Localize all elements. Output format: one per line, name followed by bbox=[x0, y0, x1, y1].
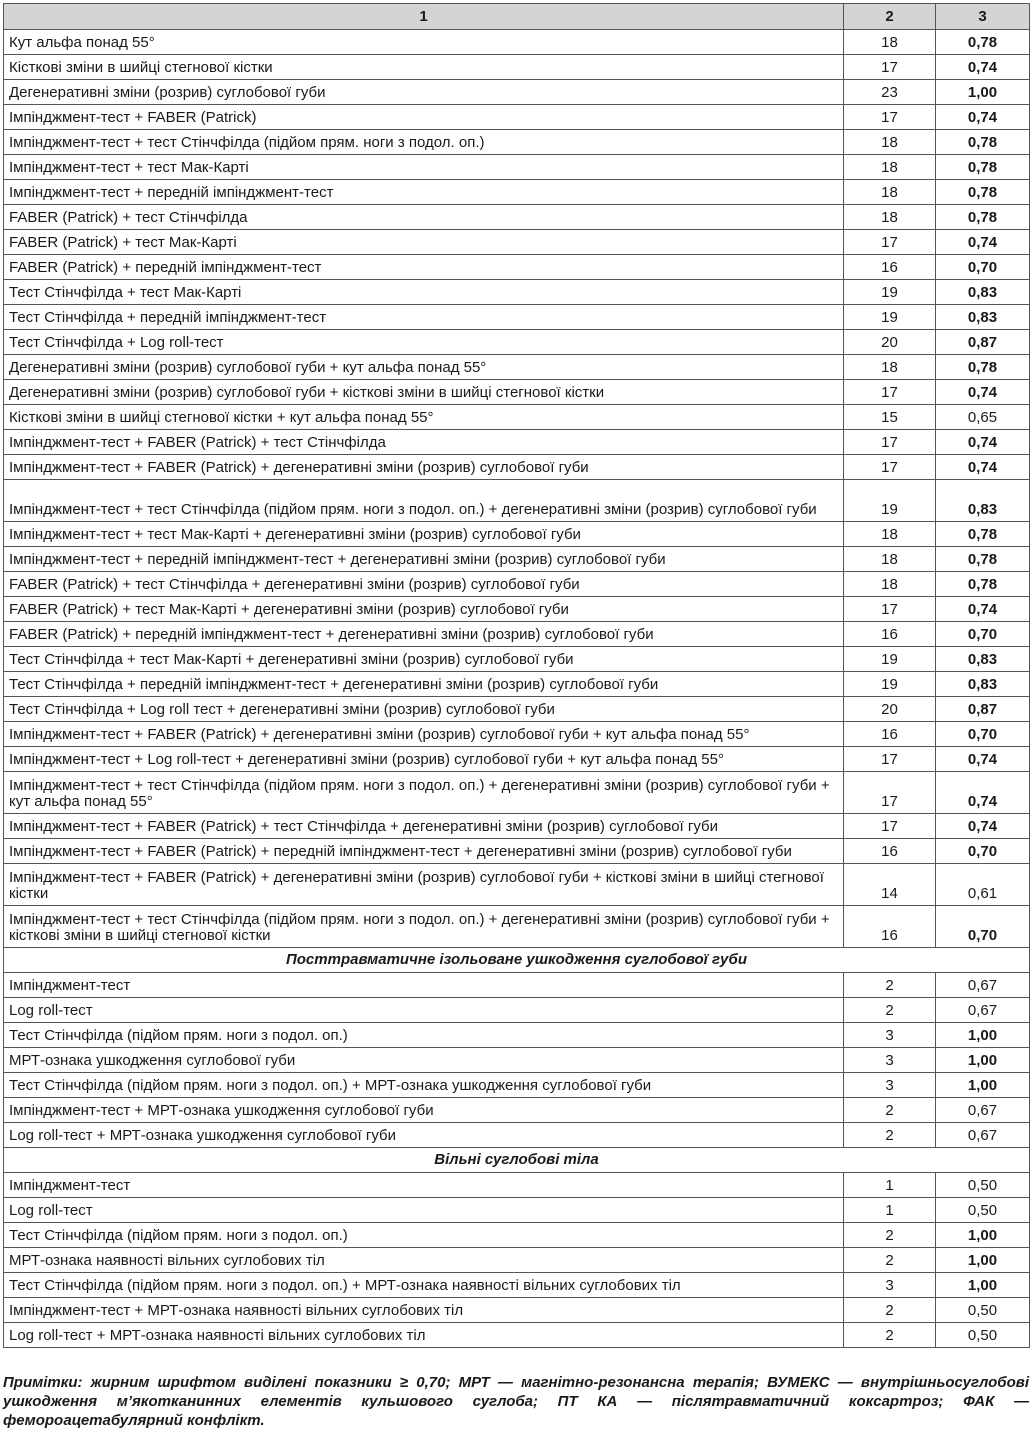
indicator-cell: Імпінджмент-тест + FABER (Patrick) + тест Стінчфілда bbox=[4, 430, 844, 455]
table-row bbox=[4, 1048, 1030, 1073]
table-row bbox=[4, 305, 1030, 330]
value-cell: 0,67 bbox=[936, 998, 1030, 1023]
table-header-row bbox=[4, 4, 1030, 30]
indicator-cell: Тест Стінчфілда (підйом прям. ноги з подол. оп.) bbox=[4, 1023, 844, 1048]
count-cell: 17 bbox=[844, 230, 936, 255]
table-row bbox=[4, 480, 1030, 522]
table-body bbox=[4, 30, 1030, 1348]
value-cell: 0,78 bbox=[936, 155, 1030, 180]
table-row bbox=[4, 130, 1030, 155]
value-cell: 0,74 bbox=[936, 380, 1030, 405]
table-row bbox=[4, 1098, 1030, 1123]
value-cell: 0,83 bbox=[936, 672, 1030, 697]
value-cell: 1,00 bbox=[936, 1248, 1030, 1273]
indicator-cell: FABER (Patrick) + тест Стінчфілда bbox=[4, 205, 844, 230]
count-cell: 16 bbox=[844, 839, 936, 864]
table-row bbox=[4, 814, 1030, 839]
section-header-row bbox=[4, 948, 1030, 973]
table-row bbox=[4, 430, 1030, 455]
value-cell: 1,00 bbox=[936, 80, 1030, 105]
table-row bbox=[4, 1298, 1030, 1323]
value-cell: 1,00 bbox=[936, 1273, 1030, 1298]
table-row bbox=[4, 105, 1030, 130]
indicator-cell: Тест Стінчфілда (підйом прям. ноги з подол. оп.) + МРТ-ознака наявності вільних суглобових тіл bbox=[4, 1273, 844, 1298]
value-cell: 0,50 bbox=[936, 1323, 1030, 1348]
value-cell: 0,78 bbox=[936, 547, 1030, 572]
value-cell: 0,74 bbox=[936, 597, 1030, 622]
count-cell: 1 bbox=[844, 1198, 936, 1223]
count-cell: 16 bbox=[844, 622, 936, 647]
count-cell: 2 bbox=[844, 1248, 936, 1273]
value-cell: 0,78 bbox=[936, 180, 1030, 205]
indicator-cell: Імпінджмент-тест + тест Стінчфілда (підйом прям. ноги з подол. оп.) + дегенеративні зміни (розрив) суглобової губи + кісткові зміни в шийці стегнової кістки bbox=[4, 906, 844, 948]
indicator-cell: Імпінджмент-тест + FABER (Patrick) + передній імпінджмент-тест + дегенеративні зміни (розрив) суглобової губи bbox=[4, 839, 844, 864]
table-row bbox=[4, 647, 1030, 672]
indicator-cell: Імпінджмент-тест + FABER (Patrick) + дегенеративні зміни (розрив) суглобової губи + кісткові зміни в шийці стегнової кістки bbox=[4, 864, 844, 906]
indicator-cell: Тест Стінчфілда + Log roll тест + дегенеративні зміни (розрив) суглобової губи bbox=[4, 697, 844, 722]
indicator-cell: Тест Стінчфілда + Log roll-тест bbox=[4, 330, 844, 355]
table-row bbox=[4, 672, 1030, 697]
table-row bbox=[4, 80, 1030, 105]
value-cell: 0,74 bbox=[936, 230, 1030, 255]
count-cell: 19 bbox=[844, 672, 936, 697]
count-cell: 16 bbox=[844, 906, 936, 948]
table-row bbox=[4, 547, 1030, 572]
table-row bbox=[4, 255, 1030, 280]
indicator-cell: Дегенеративні зміни (розрив) суглобової губи + кут альфа понад 55° bbox=[4, 355, 844, 380]
count-cell: 3 bbox=[844, 1273, 936, 1298]
value-cell: 0,74 bbox=[936, 430, 1030, 455]
value-cell: 0,74 bbox=[936, 772, 1030, 814]
value-cell: 0,78 bbox=[936, 522, 1030, 547]
table-row bbox=[4, 747, 1030, 772]
indicator-cell: Імпінджмент-тест + тест Мак-Карті + дегенеративні зміни (розрив) суглобової губи bbox=[4, 522, 844, 547]
value-cell: 0,74 bbox=[936, 455, 1030, 480]
table-row bbox=[4, 205, 1030, 230]
table-row bbox=[4, 230, 1030, 255]
count-cell: 17 bbox=[844, 772, 936, 814]
table-row bbox=[4, 839, 1030, 864]
table-row bbox=[4, 1223, 1030, 1248]
indicator-cell: Імпінджмент-тест + МРТ-ознака ушкодження суглобової губи bbox=[4, 1098, 844, 1123]
count-cell: 18 bbox=[844, 355, 936, 380]
count-cell: 19 bbox=[844, 647, 936, 672]
indicator-cell: Імпінджмент-тест + FABER (Patrick) + дегенеративні зміни (розрив) суглобової губи + кут альфа понад 55° bbox=[4, 722, 844, 747]
indicator-cell: Тест Стінчфілда + тест Мак-Карті + дегенеративні зміни (розрив) суглобової губи bbox=[4, 647, 844, 672]
indicator-cell: МРТ-ознака наявності вільних суглобових тіл bbox=[4, 1248, 844, 1273]
value-cell: 0,70 bbox=[936, 722, 1030, 747]
count-cell: 14 bbox=[844, 864, 936, 906]
table-row bbox=[4, 622, 1030, 647]
value-cell: 0,70 bbox=[936, 906, 1030, 948]
count-cell: 18 bbox=[844, 130, 936, 155]
count-cell: 17 bbox=[844, 430, 936, 455]
table-row bbox=[4, 1198, 1030, 1223]
count-cell: 20 bbox=[844, 330, 936, 355]
value-cell: 0,78 bbox=[936, 30, 1030, 55]
indicator-cell: Імпінджмент-тест + тест Мак-Карті bbox=[4, 155, 844, 180]
value-cell: 0,70 bbox=[936, 255, 1030, 280]
count-cell: 18 bbox=[844, 547, 936, 572]
count-cell: 17 bbox=[844, 105, 936, 130]
indicator-cell: Імпінджмент-тест + МРТ-ознака наявності вільних суглобових тіл bbox=[4, 1298, 844, 1323]
table-row bbox=[4, 1123, 1030, 1148]
indicator-cell: Дегенеративні зміни (розрив) суглобової губи + кісткові зміни в шийці стегнової кістки bbox=[4, 380, 844, 405]
table-row bbox=[4, 1023, 1030, 1048]
table-footnote: Примітки: жирним шрифтом виділені показники ≥ 0,70; МРТ — магнітно-резонансна терапія; ВУМЕКС — внутрішньосуглобові ушкодження м’якотканинних елементів кульшового суглоба; ПТ КА — післятравматичний коксартроз; ФАК — фемороацетабулярний конфлікт. bbox=[3, 1374, 1029, 1429]
count-cell: 19 bbox=[844, 280, 936, 305]
table-row bbox=[4, 722, 1030, 747]
indicator-cell: Дегенеративні зміни (розрив) суглобової губи bbox=[4, 80, 844, 105]
column-header-2: 2 bbox=[844, 4, 936, 30]
indicator-cell: МРТ-ознака ушкодження суглобової губи bbox=[4, 1048, 844, 1073]
count-cell: 17 bbox=[844, 455, 936, 480]
indicator-cell: Log roll-тест bbox=[4, 1198, 844, 1223]
count-cell: 19 bbox=[844, 480, 936, 522]
value-cell: 0,74 bbox=[936, 105, 1030, 130]
table-row bbox=[4, 280, 1030, 305]
indicator-cell: FABER (Patrick) + передній імпінджмент-тест bbox=[4, 255, 844, 280]
indicator-cell: Тест Стінчфілда (підйом прям. ноги з подол. оп.) bbox=[4, 1223, 844, 1248]
indicator-cell: Імпінджмент-тест + FABER (Patrick) bbox=[4, 105, 844, 130]
count-cell: 3 bbox=[844, 1023, 936, 1048]
indicator-cell: Кут альфа понад 55° bbox=[4, 30, 844, 55]
indicator-cell: Імпінджмент-тест + FABER (Patrick) + дегенеративні зміни (розрив) суглобової губи bbox=[4, 455, 844, 480]
indicator-cell: Імпінджмент-тест + тест Стінчфілда (підйом прям. ноги з подол. оп.) + дегенеративні зміни (розрив) суглобової губи + кут альфа понад 55° bbox=[4, 772, 844, 814]
indicator-cell: Імпінджмент-тест + тест Стінчфілда (підйом прям. ноги з подол. оп.) + дегенеративні зміни (розрив) суглобової губи bbox=[4, 480, 844, 522]
indicator-cell: FABER (Patrick) + тест Стінчфілда + дегенеративні зміни (розрив) суглобової губи bbox=[4, 572, 844, 597]
value-cell: 0,78 bbox=[936, 130, 1030, 155]
indicator-cell: Тест Стінчфілда + передній імпінджмент-тест + дегенеративні зміни (розрив) суглобової губи bbox=[4, 672, 844, 697]
section-title: Вільні суглобові тіла bbox=[4, 1148, 1030, 1173]
value-cell: 0,83 bbox=[936, 480, 1030, 522]
value-cell: 0,83 bbox=[936, 280, 1030, 305]
table-row bbox=[4, 30, 1030, 55]
count-cell: 15 bbox=[844, 405, 936, 430]
indicator-cell: Тест Стінчфілда + тест Мак-Карті bbox=[4, 280, 844, 305]
table-row bbox=[4, 330, 1030, 355]
count-cell: 3 bbox=[844, 1048, 936, 1073]
indicator-cell: FABER (Patrick) + передній імпінджмент-тест + дегенеративні зміни (розрив) суглобової губи bbox=[4, 622, 844, 647]
indicator-cell: Log roll-тест + МРТ-ознака ушкодження суглобової губи bbox=[4, 1123, 844, 1148]
indicator-cell: Імпінджмент-тест + передній імпінджмент-тест + дегенеративні зміни (розрив) суглобової губи bbox=[4, 547, 844, 572]
results-table bbox=[3, 3, 1030, 1348]
indicator-cell: Кісткові зміни в шийці стегнової кістки bbox=[4, 55, 844, 80]
count-cell: 17 bbox=[844, 380, 936, 405]
table-row bbox=[4, 973, 1030, 998]
count-cell: 18 bbox=[844, 522, 936, 547]
indicator-cell: Імпінджмент-тест bbox=[4, 973, 844, 998]
table-row bbox=[4, 697, 1030, 722]
column-header-3: 3 bbox=[936, 4, 1030, 30]
value-cell: 0,83 bbox=[936, 647, 1030, 672]
count-cell: 18 bbox=[844, 572, 936, 597]
count-cell: 23 bbox=[844, 80, 936, 105]
count-cell: 2 bbox=[844, 998, 936, 1023]
count-cell: 17 bbox=[844, 597, 936, 622]
value-cell: 0,50 bbox=[936, 1173, 1030, 1198]
section-title: Посттравматичне ізольоване ушкодження суглобової губи bbox=[4, 948, 1030, 973]
table-row bbox=[4, 405, 1030, 430]
table-row bbox=[4, 55, 1030, 80]
value-cell: 1,00 bbox=[936, 1023, 1030, 1048]
count-cell: 2 bbox=[844, 973, 936, 998]
indicator-cell: Кісткові зміни в шийці стегнової кістки + кут альфа понад 55° bbox=[4, 405, 844, 430]
value-cell: 0,67 bbox=[936, 1098, 1030, 1123]
count-cell: 18 bbox=[844, 155, 936, 180]
table-row bbox=[4, 864, 1030, 906]
indicator-cell: Імпінджмент-тест + тест Стінчфілда (підйом прям. ноги з подол. оп.) bbox=[4, 130, 844, 155]
value-cell: 1,00 bbox=[936, 1048, 1030, 1073]
indicator-cell: Тест Стінчфілда (підйом прям. ноги з подол. оп.) + МРТ-ознака ушкодження суглобової губи bbox=[4, 1073, 844, 1098]
value-cell: 0,78 bbox=[936, 205, 1030, 230]
count-cell: 20 bbox=[844, 697, 936, 722]
count-cell: 3 bbox=[844, 1073, 936, 1098]
indicator-cell: Імпінджмент-тест + передній імпінджмент-тест bbox=[4, 180, 844, 205]
indicator-cell: Тест Стінчфілда + передній імпінджмент-тест bbox=[4, 305, 844, 330]
count-cell: 2 bbox=[844, 1123, 936, 1148]
table-row bbox=[4, 597, 1030, 622]
table-row bbox=[4, 1173, 1030, 1198]
value-cell: 0,74 bbox=[936, 814, 1030, 839]
column-header-1: 1 bbox=[4, 4, 844, 30]
table-row bbox=[4, 355, 1030, 380]
indicator-cell: Імпінджмент-тест + Log roll-тест + дегенеративні зміни (розрив) суглобової губи + кут альфа понад 55° bbox=[4, 747, 844, 772]
table-row bbox=[4, 1248, 1030, 1273]
value-cell: 0,61 bbox=[936, 864, 1030, 906]
count-cell: 1 bbox=[844, 1173, 936, 1198]
table-row bbox=[4, 998, 1030, 1023]
value-cell: 0,70 bbox=[936, 839, 1030, 864]
section-header-row bbox=[4, 1148, 1030, 1173]
value-cell: 1,00 bbox=[936, 1073, 1030, 1098]
indicator-cell: FABER (Patrick) + тест Мак-Карті bbox=[4, 230, 844, 255]
indicator-cell: Log roll-тест + МРТ-ознака наявності вільних суглобових тіл bbox=[4, 1323, 844, 1348]
count-cell: 17 bbox=[844, 55, 936, 80]
table-row bbox=[4, 572, 1030, 597]
value-cell: 0,65 bbox=[936, 405, 1030, 430]
count-cell: 17 bbox=[844, 747, 936, 772]
count-cell: 2 bbox=[844, 1098, 936, 1123]
table-row bbox=[4, 155, 1030, 180]
table-row bbox=[4, 1323, 1030, 1348]
count-cell: 2 bbox=[844, 1323, 936, 1348]
indicator-cell: Імпінджмент-тест bbox=[4, 1173, 844, 1198]
indicator-cell: Log roll-тест bbox=[4, 998, 844, 1023]
table-row bbox=[4, 772, 1030, 814]
value-cell: 0,50 bbox=[936, 1298, 1030, 1323]
count-cell: 2 bbox=[844, 1298, 936, 1323]
value-cell: 1,00 bbox=[936, 1223, 1030, 1248]
value-cell: 0,50 bbox=[936, 1198, 1030, 1223]
value-cell: 0,78 bbox=[936, 355, 1030, 380]
value-cell: 0,83 bbox=[936, 305, 1030, 330]
count-cell: 18 bbox=[844, 205, 936, 230]
value-cell: 0,67 bbox=[936, 973, 1030, 998]
count-cell: 17 bbox=[844, 814, 936, 839]
indicator-cell: Імпінджмент-тест + FABER (Patrick) + тест Стінчфілда + дегенеративні зміни (розрив) суглобової губи bbox=[4, 814, 844, 839]
value-cell: 0,78 bbox=[936, 572, 1030, 597]
table-row bbox=[4, 180, 1030, 205]
count-cell: 18 bbox=[844, 180, 936, 205]
count-cell: 2 bbox=[844, 1223, 936, 1248]
table-row bbox=[4, 380, 1030, 405]
value-cell: 0,74 bbox=[936, 747, 1030, 772]
value-cell: 0,74 bbox=[936, 55, 1030, 80]
table-row bbox=[4, 1273, 1030, 1298]
indicator-cell: FABER (Patrick) + тест Мак-Карті + дегенеративні зміни (розрив) суглобової губи bbox=[4, 597, 844, 622]
table-row bbox=[4, 906, 1030, 948]
count-cell: 16 bbox=[844, 255, 936, 280]
value-cell: 0,87 bbox=[936, 697, 1030, 722]
table-row bbox=[4, 522, 1030, 547]
count-cell: 18 bbox=[844, 30, 936, 55]
count-cell: 16 bbox=[844, 722, 936, 747]
count-cell: 19 bbox=[844, 305, 936, 330]
table-row bbox=[4, 455, 1030, 480]
value-cell: 0,67 bbox=[936, 1123, 1030, 1148]
value-cell: 0,70 bbox=[936, 622, 1030, 647]
value-cell: 0,87 bbox=[936, 330, 1030, 355]
table-row bbox=[4, 1073, 1030, 1098]
